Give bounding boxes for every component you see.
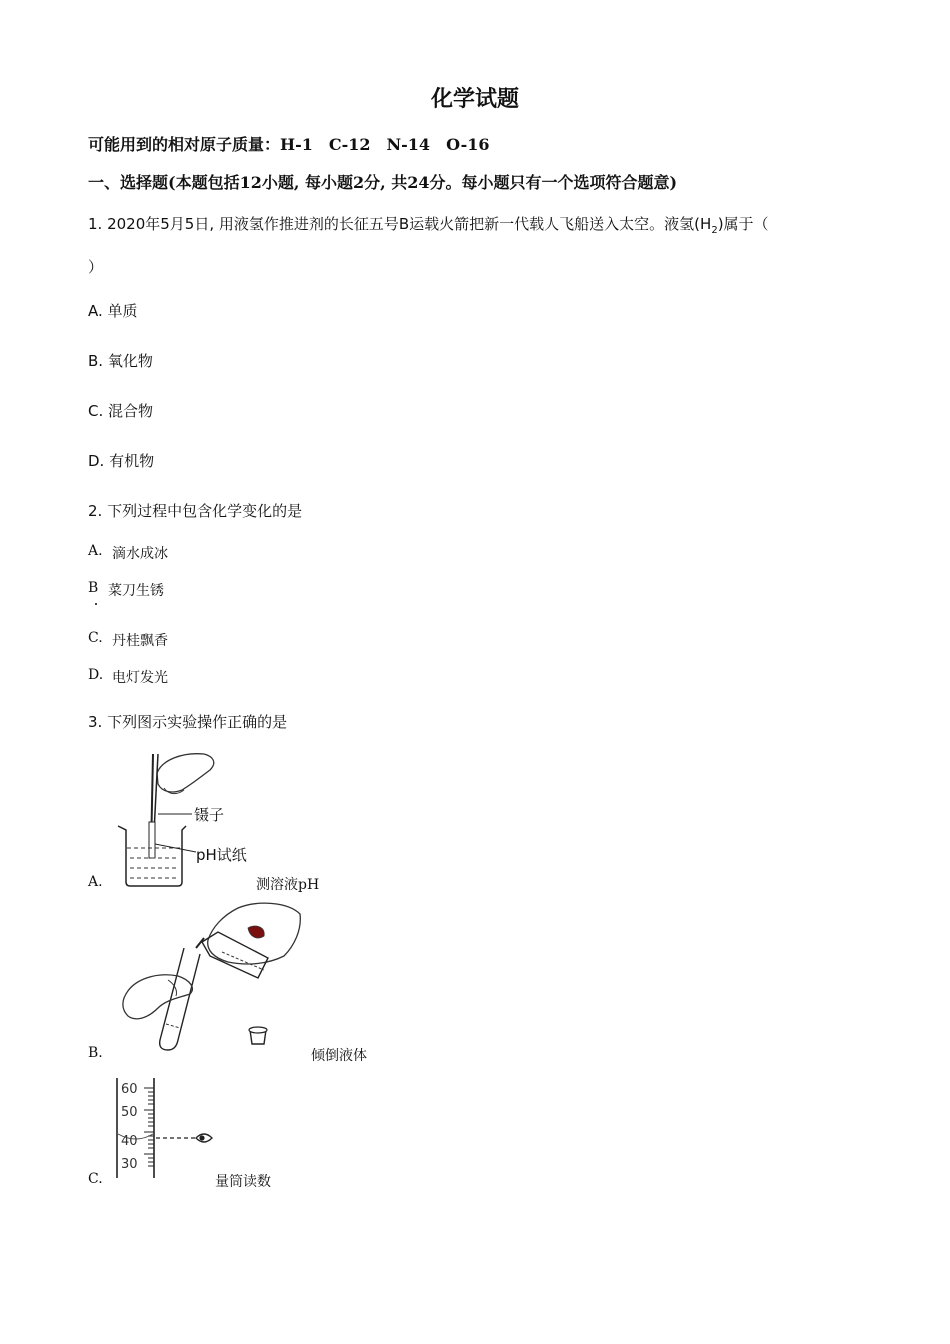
pouring-liquid-figure xyxy=(118,900,303,1052)
q1-option-a: A. 单质 xyxy=(88,302,138,320)
ph-paper-label: pH试纸 xyxy=(196,846,247,864)
q2-option-d-text: 电灯发光 xyxy=(112,670,168,686)
question-1-stem-tail: )属于（ xyxy=(717,215,769,233)
cylinder-tick-30: 30 xyxy=(121,1157,138,1172)
cylinder-tick-60: 60 xyxy=(121,1082,138,1097)
q3-option-a-letter: A. xyxy=(88,874,103,890)
question-1-stem xyxy=(88,213,769,236)
cylinder-tick-40: 40 xyxy=(121,1134,138,1149)
eye-icon xyxy=(196,1134,212,1142)
q3-option-c-caption: 量筒读数 xyxy=(215,1174,271,1190)
question-1-stem-close: ） xyxy=(88,258,104,276)
q3-option-b-letter: B. xyxy=(88,1045,103,1061)
q3-option-a-caption: 测溶液pH xyxy=(256,877,320,893)
question-3-stem: 3. 下列图示实验操作正确的是 xyxy=(88,713,288,731)
atomic-mass-line: 可能用到的相对原子质量：H-1 C-12 N-14 O-16 xyxy=(88,135,490,154)
subscript-2: 2 xyxy=(711,225,718,236)
page-title: 化学试题 xyxy=(430,86,519,112)
q2-option-b-text: 菜刀生锈 xyxy=(108,583,164,599)
q2-option-a-text: 滴水成冰 xyxy=(112,546,168,562)
q2-option-a-letter: A. xyxy=(88,543,103,559)
stray-dot xyxy=(95,603,97,605)
q2-option-c-text: 丹桂飘香 xyxy=(112,633,168,649)
cylinder-reading-figure xyxy=(112,1076,216,1180)
q2-option-d-letter: D. xyxy=(88,667,104,683)
ph-test-figure xyxy=(112,748,262,888)
q2-option-b-letter: B xyxy=(88,580,99,596)
question-2-stem: 2. 下列过程中包含化学变化的是 xyxy=(88,502,303,520)
q1-option-b: B. 氧化物 xyxy=(88,352,153,370)
q3-option-c-letter: C. xyxy=(88,1171,103,1187)
q1-option-d: D. 有机物 xyxy=(88,452,155,470)
cylinder-tick-50: 50 xyxy=(121,1105,138,1120)
q3-option-b-caption: 倾倒液体 xyxy=(311,1048,367,1064)
q2-option-c-letter: C. xyxy=(88,630,103,646)
tweezers-label: 镊子 xyxy=(194,806,225,824)
section-heading: 一、选择题(本题包括12小题, 每小题2分, 共24分。每小题只有一个选项符合题意) xyxy=(88,173,678,192)
question-1-stem-text: 1. 2020年5月5日, 用液氢作推进剂的长征五号B运载火箭把新一代载人飞船送入太空。液氢(H xyxy=(88,215,712,233)
q1-option-c: C. 混合物 xyxy=(88,402,154,420)
